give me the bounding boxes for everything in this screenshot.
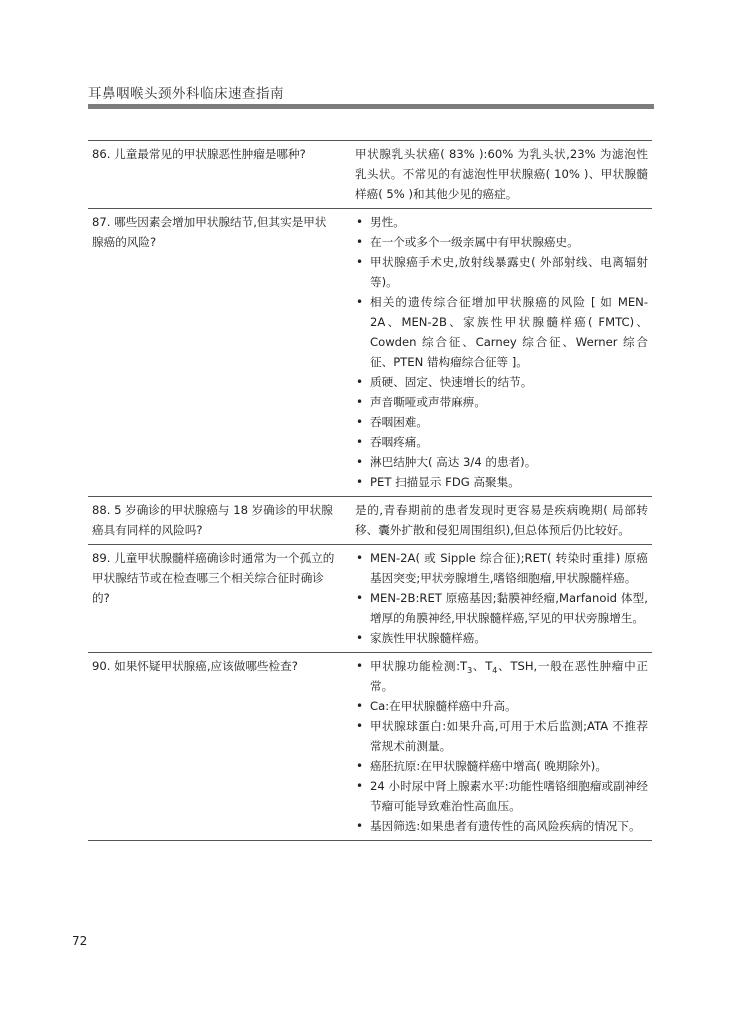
list-item: • 吞咽困难。 — [355, 412, 648, 432]
list-item: • 声音嘶哑或声带麻痹。 — [355, 392, 648, 412]
qa-row-90 — [88, 653, 652, 841]
list-item: • 在一个或多个一级亲属中有甲状腺癌史。 — [355, 232, 648, 252]
answer-87-list — [355, 212, 648, 492]
qa-table — [88, 140, 652, 841]
list-item: • 质硬、固定、快速增长的结节。 — [355, 372, 648, 392]
question-86: 86. 儿童最常见的甲状腺恶性肿瘤是哪种? — [88, 141, 349, 209]
list-item: • 吞咽疼痛。 — [355, 432, 648, 452]
answer-89-list — [355, 548, 648, 648]
list-item: • MEN-2A( 或 Sipple 综合征);RET( 转染时重排) 原癌基因突变;甲状旁腺增生,嗜铬细胞瘤,甲状腺髓样癌。 — [355, 548, 648, 588]
list-item: • 基因筛选:如果患者有遗传性的高风险疾病的情况下。 — [355, 816, 648, 836]
qa-row-87 — [88, 209, 652, 497]
question-89: 89. 儿童甲状腺髓样癌确诊时通常为一个孤立的甲状腺结节或在检查哪三个相关综合征时确诊的? — [88, 545, 349, 653]
answer-86: 甲状腺乳头状癌( 83% ):60% 为乳头状,23% 为滤泡性乳头状。不常见的有滤泡性甲状腺癌( 10% )、甲状腺髓样癌( 5% )和其他少见的癌症。 — [349, 141, 652, 209]
list-item: • MEN-2B:RET 原癌基因;黏膜神经瘤,Marfanoid 体型,增厚的角膜神经,甲状腺髓样癌,罕见的甲状旁腺增生。 — [355, 588, 648, 628]
running-header: 耳鼻咽喉头颈外科临床速查指南 — [88, 86, 284, 102]
t3-subscript: 3 — [467, 666, 473, 675]
list-item: • 24 小时尿中肾上腺素水平:功能性嗜铬细胞瘤或副神经节瘤可能导致难治性高血压。 — [355, 776, 648, 816]
answer-90-list — [355, 656, 648, 836]
tft-separator: 、T — [472, 659, 493, 673]
list-item: • 甲状腺癌手术史,放射线暴露史( 外部射线、电离辐射等)。 — [355, 252, 648, 292]
qa-row-88 — [88, 497, 652, 545]
list-item: • 男性。 — [355, 212, 648, 232]
list-item: • 癌胚抗原:在甲状腺髓样癌中增高( 晚期除外)。 — [355, 756, 648, 776]
list-item: • Ca:在甲状腺髓样癌中升高。 — [355, 696, 648, 716]
answer-89 — [349, 545, 652, 653]
list-item: • PET 扫描显示 FDG 高聚集。 — [355, 472, 648, 492]
question-87: 87. 哪些因素会增加甲状腺结节,但其实是甲状腺癌的风险? — [88, 209, 349, 497]
qa-row-89 — [88, 545, 652, 653]
question-88: 88. 5 岁确诊的甲状腺癌与 18 岁确诊的甲状腺癌具有同样的风险吗? — [88, 497, 349, 545]
page-number: 72 — [72, 934, 88, 948]
list-item: • 相关的遗传综合征增加甲状腺癌的风险 [ 如 MEN-2A、MEN-2B、家族性甲状腺髓样癌( FMTC)、Cowden 综合征、Carney 综合征、Werner 综合征、PTEN 错构瘤综合征等 ]。 — [355, 292, 648, 372]
list-item: • 家族性甲状腺髓样癌。 — [355, 628, 648, 648]
answer-90 — [349, 653, 652, 841]
tft-prefix: 甲状腺功能检测:T — [370, 659, 468, 673]
answer-87 — [349, 209, 652, 497]
qa-row-86 — [88, 141, 652, 209]
answer-88: 是的,青春期前的患者发现时更容易是疾病晚期( 局部转移、囊外扩散和侵犯周围组织),但总体预后仍比较好。 — [349, 497, 652, 545]
tft-suffix: 、TSH,一般在恶性肿瘤中正常。 — [370, 659, 648, 693]
t4-subscript: 4 — [492, 666, 498, 675]
list-item-thyroid-function — [355, 656, 648, 696]
question-90: 90. 如果怀疑甲状腺癌,应该做哪些检查? — [88, 653, 349, 841]
header-rule — [88, 104, 654, 109]
list-item: • 淋巴结肿大( 高达 3/4 的患者)。 — [355, 452, 648, 472]
list-item: • 甲状腺球蛋白:如果升高,可用于术后监测;ATA 不推荐常规术前测量。 — [355, 716, 648, 756]
